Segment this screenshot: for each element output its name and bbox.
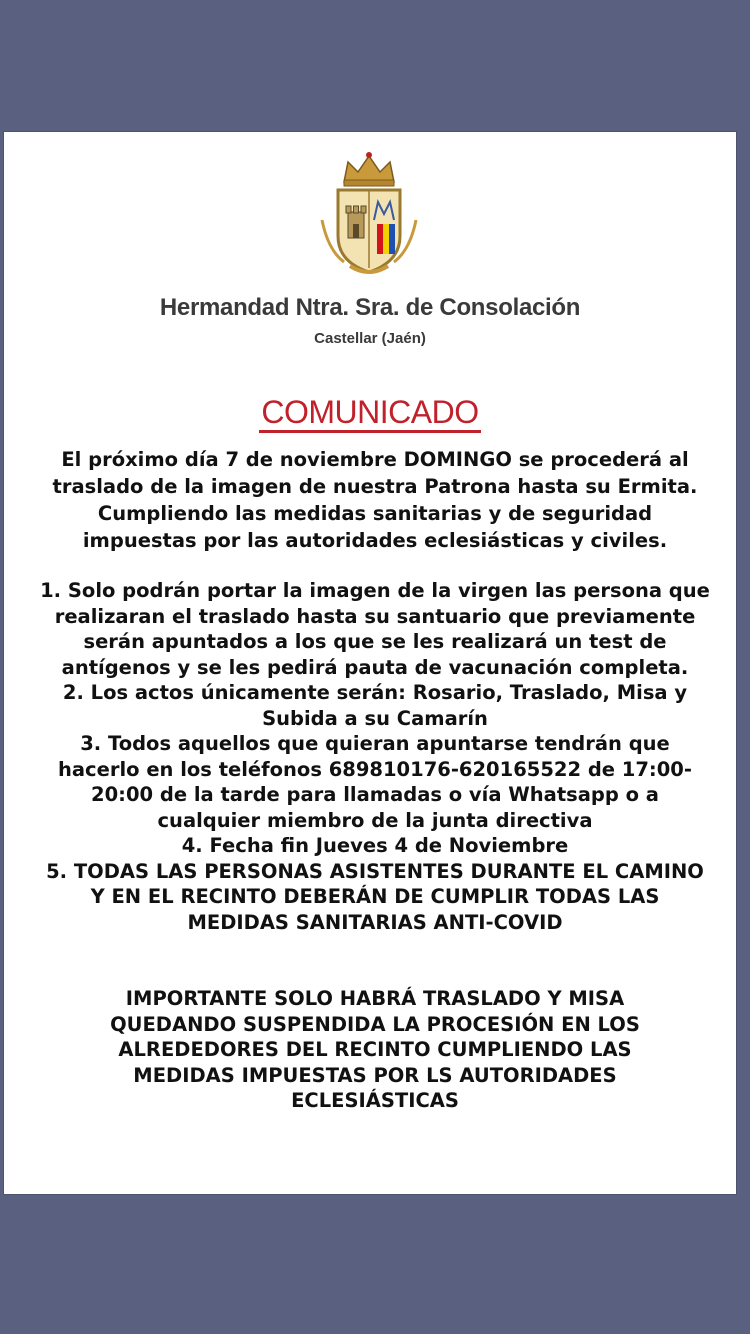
notice-items: [38, 578, 712, 935]
organization-location: Castellar (Jaén): [314, 330, 426, 347]
important-notice: IMPORTANTE SOLO HABRÁ TRASLADO Y MISA QUEDANDO SUSPENDIDA LA PROCESIÓN EN LOS ALREDEDORES DEL RECINTO CUMPLIENDO LAS MEDIDAS IMPUESTAS POR LS AUTORIDADES ECLESIÁSTICAS: [110, 987, 640, 1112]
notice-title-text: COMUNICADO: [259, 394, 480, 433]
notice-item: 3. Todos aquellos que quieran apuntarse tendrán que hacerlo en los teléfonos 689810176-620165522 de 17:00-20:00 de la tarde para llamadas o vía Whatsapp o a cualquier miembro de la junta directiva: [58, 732, 692, 832]
notice-item: 5. TODAS LAS PERSONAS ASISTENTES DURANTE EL CAMINO Y EN EL RECINTO DEBERÁN DE CUMPLIR TODAS LAS MEDIDAS SANITARIAS ANTI-COVID: [46, 859, 704, 934]
notice-intro: El próximo día 7 de noviembre DOMINGO se procederá al traslado de la imagen de nuestra Patrona hasta su Ermita. Cumpliendo las medidas sanitarias y de seguridad impuestas por las autoridades eclesiásticas y civiles.: [52, 448, 698, 552]
notice-item: 4. Fecha fin Jueves 4 de Noviembre: [181, 834, 569, 857]
crest-icon: [314, 150, 424, 280]
organization-name: Hermandad Ntra. Sra. de Consolación: [159, 294, 581, 321]
notice-title: [0, 394, 740, 431]
notice-item: 2. Los actos únicamente serán: Rosario, Traslado, Misa y Subida a su Camarín: [62, 681, 688, 730]
notice-item: 1. Solo podrán portar la imagen de la virgen las persona que realizaran el traslado hasta su santuario que previamente serán apuntados a los que se les realizará un test de antígenos y se les pedirá pauta de vacunación completa.: [40, 579, 710, 679]
